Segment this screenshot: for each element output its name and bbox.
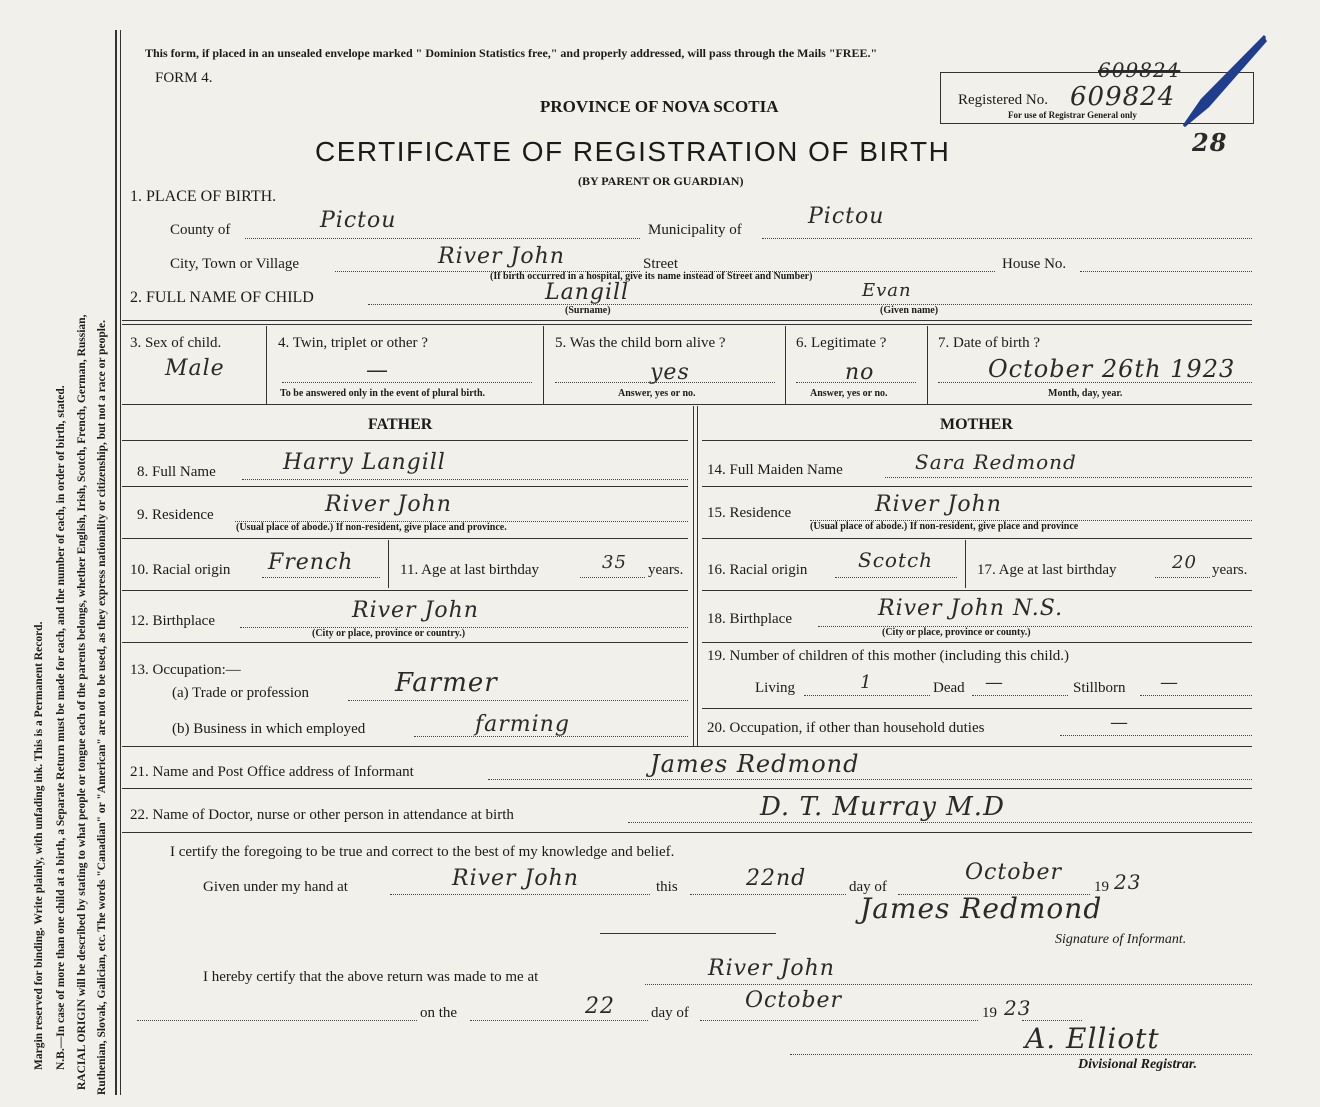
registered-label: Registered No. [958, 92, 1048, 108]
children-count-label: 19. Number of children of this mother (including this child.) [707, 648, 1070, 664]
given-year-prefix: 19 [1094, 879, 1109, 895]
mother-residence-note: (Usual place of abode.) If non-resident, give place and province [810, 521, 1079, 532]
child-surname-value: Langill [545, 280, 630, 305]
father-age-label: 11. Age at last birthday [400, 562, 539, 578]
father-racial-value: French [268, 550, 354, 575]
registrar-statement: I hereby certify that the above return was made to me at [203, 969, 539, 985]
mother-years: years. [1212, 562, 1248, 578]
dob-label: 7. Date of birth ? [938, 335, 1041, 351]
margin-note-1: Margin reserved for binding. Write plainly, with unfading ink. This is a Permanent Record. [33, 621, 45, 1070]
form-number: FORM 4. [155, 70, 213, 86]
province-heading: PROVINCE OF NOVA SCOTIA [540, 97, 779, 116]
corner-mark: 28 [1192, 128, 1228, 157]
margin-rule [115, 30, 117, 1095]
mother-birthplace-value: River John N.S. [878, 596, 1064, 621]
doctor-value: D. T. Murray M.D [760, 792, 1005, 822]
sex-label: 3. Sex of child. [130, 335, 222, 351]
mother-heading: MOTHER [940, 416, 1013, 433]
registrar-day-of-label: day of [651, 1005, 689, 1021]
margin-note-4: Ruthenian, Slovak, Galician, etc. The words "Canadian" or "American" are not to be used, as they express nationality or citizenship, but not a race or people. [96, 320, 108, 1095]
father-birthplace-note: (City or place, province or country.) [312, 628, 466, 639]
legitimate-note: Answer, yes or no. [810, 388, 888, 399]
registrar-on-the-label: on the [420, 1005, 458, 1021]
father-birthplace-label: 12. Birthplace [130, 613, 215, 629]
given-month-value: October [965, 860, 1063, 885]
mother-name-value: Sara Redmond [915, 450, 1077, 474]
hospital-note: (If birth occurred in a hospital, give its name instead of Street and Number) [490, 271, 813, 282]
mother-name-label: 14. Full Maiden Name [707, 462, 843, 478]
municipality-value: Pictou [808, 204, 885, 229]
mother-age-label: 17. Age at last birthday [977, 562, 1117, 578]
mother-racial-label: 16. Racial origin [707, 562, 808, 578]
city-label: City, Town or Village [170, 256, 300, 272]
mother-birthplace-note: (City or place, province or county.) [882, 627, 1031, 638]
dead-value: — [985, 672, 1004, 693]
margin-note-2: N.B.—In case of more than one child at a birth, a Separate Return must be made for each, and the number of each, in order of birth, stated. [55, 385, 67, 1070]
born-alive-label: 5. Was the child born alive ? [555, 335, 726, 351]
twin-label: 4. Twin, triplet or other ? [278, 335, 428, 351]
living-value: 1 [860, 672, 873, 693]
child-name-label: 2. FULL NAME OF CHILD [130, 289, 314, 306]
trade-value: Farmer [395, 668, 498, 698]
twin-note: To be answered only in the event of plural birth. [280, 388, 486, 399]
page-subtitle: (BY PARENT OR GUARDIAN) [578, 174, 744, 188]
given-day-of-label: day of [849, 879, 887, 895]
page-title: CERTIFICATE OF REGISTRATION OF BIRTH [315, 136, 951, 167]
city-value: River John [438, 244, 565, 269]
this-label: this [656, 879, 678, 895]
father-racial-label: 10. Racial origin [130, 562, 231, 578]
father-name-value: Harry Langill [283, 450, 446, 475]
informant-signature: James Redmond [860, 892, 1103, 925]
registrar-year-prefix: 19 [982, 1005, 997, 1021]
father-residence-value: River John [325, 492, 452, 517]
street-label: Street [643, 256, 678, 272]
dead-label: Dead [933, 680, 965, 696]
father-heading: FATHER [368, 416, 433, 433]
occupation-label: 13. Occupation:— [130, 662, 241, 678]
given-year-value: 23 [1114, 870, 1142, 894]
living-label: Living [755, 680, 795, 696]
county-label: County of [170, 222, 231, 238]
father-age-value: 35 [602, 552, 627, 573]
twin-value: — [366, 358, 389, 383]
given-day-value: 22nd [746, 866, 807, 891]
informant-signature-caption: Signature of Informant. [1055, 932, 1187, 947]
legitimate-value: no [845, 360, 875, 385]
county-value: Pictou [320, 208, 397, 233]
born-alive-note: Answer, yes or no. [618, 388, 696, 399]
given-place-value: River John [452, 866, 579, 891]
stillborn-label: Stillborn [1073, 680, 1126, 696]
margin-note-3: RACIAL ORIGIN will be described by stating to what people or tongue each of the parents belongs, whether English, Irish, Scotch, French, German, Russian, [76, 314, 88, 1090]
informant-value: James Redmond [650, 750, 860, 778]
born-alive-value: yes [650, 360, 690, 385]
father-residence-label: 9. Residence [137, 507, 214, 523]
place-of-birth-heading: 1. PLACE OF BIRTH. [130, 188, 277, 205]
mother-age-value: 20 [1172, 552, 1197, 573]
registrar-year-value: 23 [1004, 996, 1032, 1020]
father-years: years. [648, 562, 684, 578]
informant-label: 21. Name and Post Office address of Informant [130, 764, 414, 780]
mother-residence-label: 15. Residence [707, 505, 792, 521]
registrar-day-value: 22 [585, 994, 615, 1019]
mother-residence-value: River John [875, 492, 1002, 517]
child-given-value: Evan [862, 280, 912, 301]
trade-label: (a) Trade or profession [172, 685, 310, 701]
registrar-signature-caption: Divisional Registrar. [1078, 1057, 1198, 1072]
check-mark-icon [1170, 30, 1270, 140]
stillborn-value: — [1160, 672, 1179, 693]
mother-birthplace-label: 18. Birthplace [707, 611, 792, 627]
mother-racial-value: Scotch [858, 548, 934, 572]
municipality-label: Municipality of [648, 222, 742, 238]
business-value: farming [475, 712, 570, 737]
father-birthplace-value: River John [352, 598, 479, 623]
margin-rule-inner [120, 30, 121, 1095]
surname-note: (Surname) [565, 305, 611, 316]
mother-occupation-value: — [1110, 712, 1129, 733]
father-residence-note: (Usual place of abode.) If non-resident, give place and province. [236, 522, 507, 533]
dob-value: October 26th 1923 [988, 355, 1236, 383]
sex-value: Male [165, 356, 225, 381]
postal-note: This form, if placed in an unsealed envelope marked " Dominion Statistics free," and properly addressed, will pass through the Mails "FREE." [145, 46, 878, 60]
legitimate-label: 6. Legitimate ? [796, 335, 887, 351]
registrar-note: For use of Registrar General only [1008, 110, 1137, 120]
registrar-month-value: October [745, 988, 843, 1013]
struck-number: 609824 [1098, 58, 1181, 82]
house-label: House No. [1002, 256, 1067, 272]
registered-number: 609824 [1070, 82, 1176, 112]
given-name-note: (Given name) [880, 305, 939, 316]
given-label: Given under my hand at [203, 879, 348, 895]
dob-note: Month, day, year. [1048, 388, 1123, 399]
registrar-place-value: River John [708, 956, 835, 981]
business-label: (b) Business in which employed [172, 721, 366, 737]
doctor-label: 22. Name of Doctor, nurse or other person in attendance at birth [130, 807, 514, 823]
certification-statement: I certify the foregoing to be true and correct to the best of my knowledge and belief. [170, 844, 675, 860]
father-name-label: 8. Full Name [137, 464, 216, 480]
mother-occupation-label: 20. Occupation, if other than household duties [707, 720, 985, 736]
registrar-signature: A. Elliott [1025, 1022, 1160, 1055]
binding-margin [0, 0, 118, 1107]
